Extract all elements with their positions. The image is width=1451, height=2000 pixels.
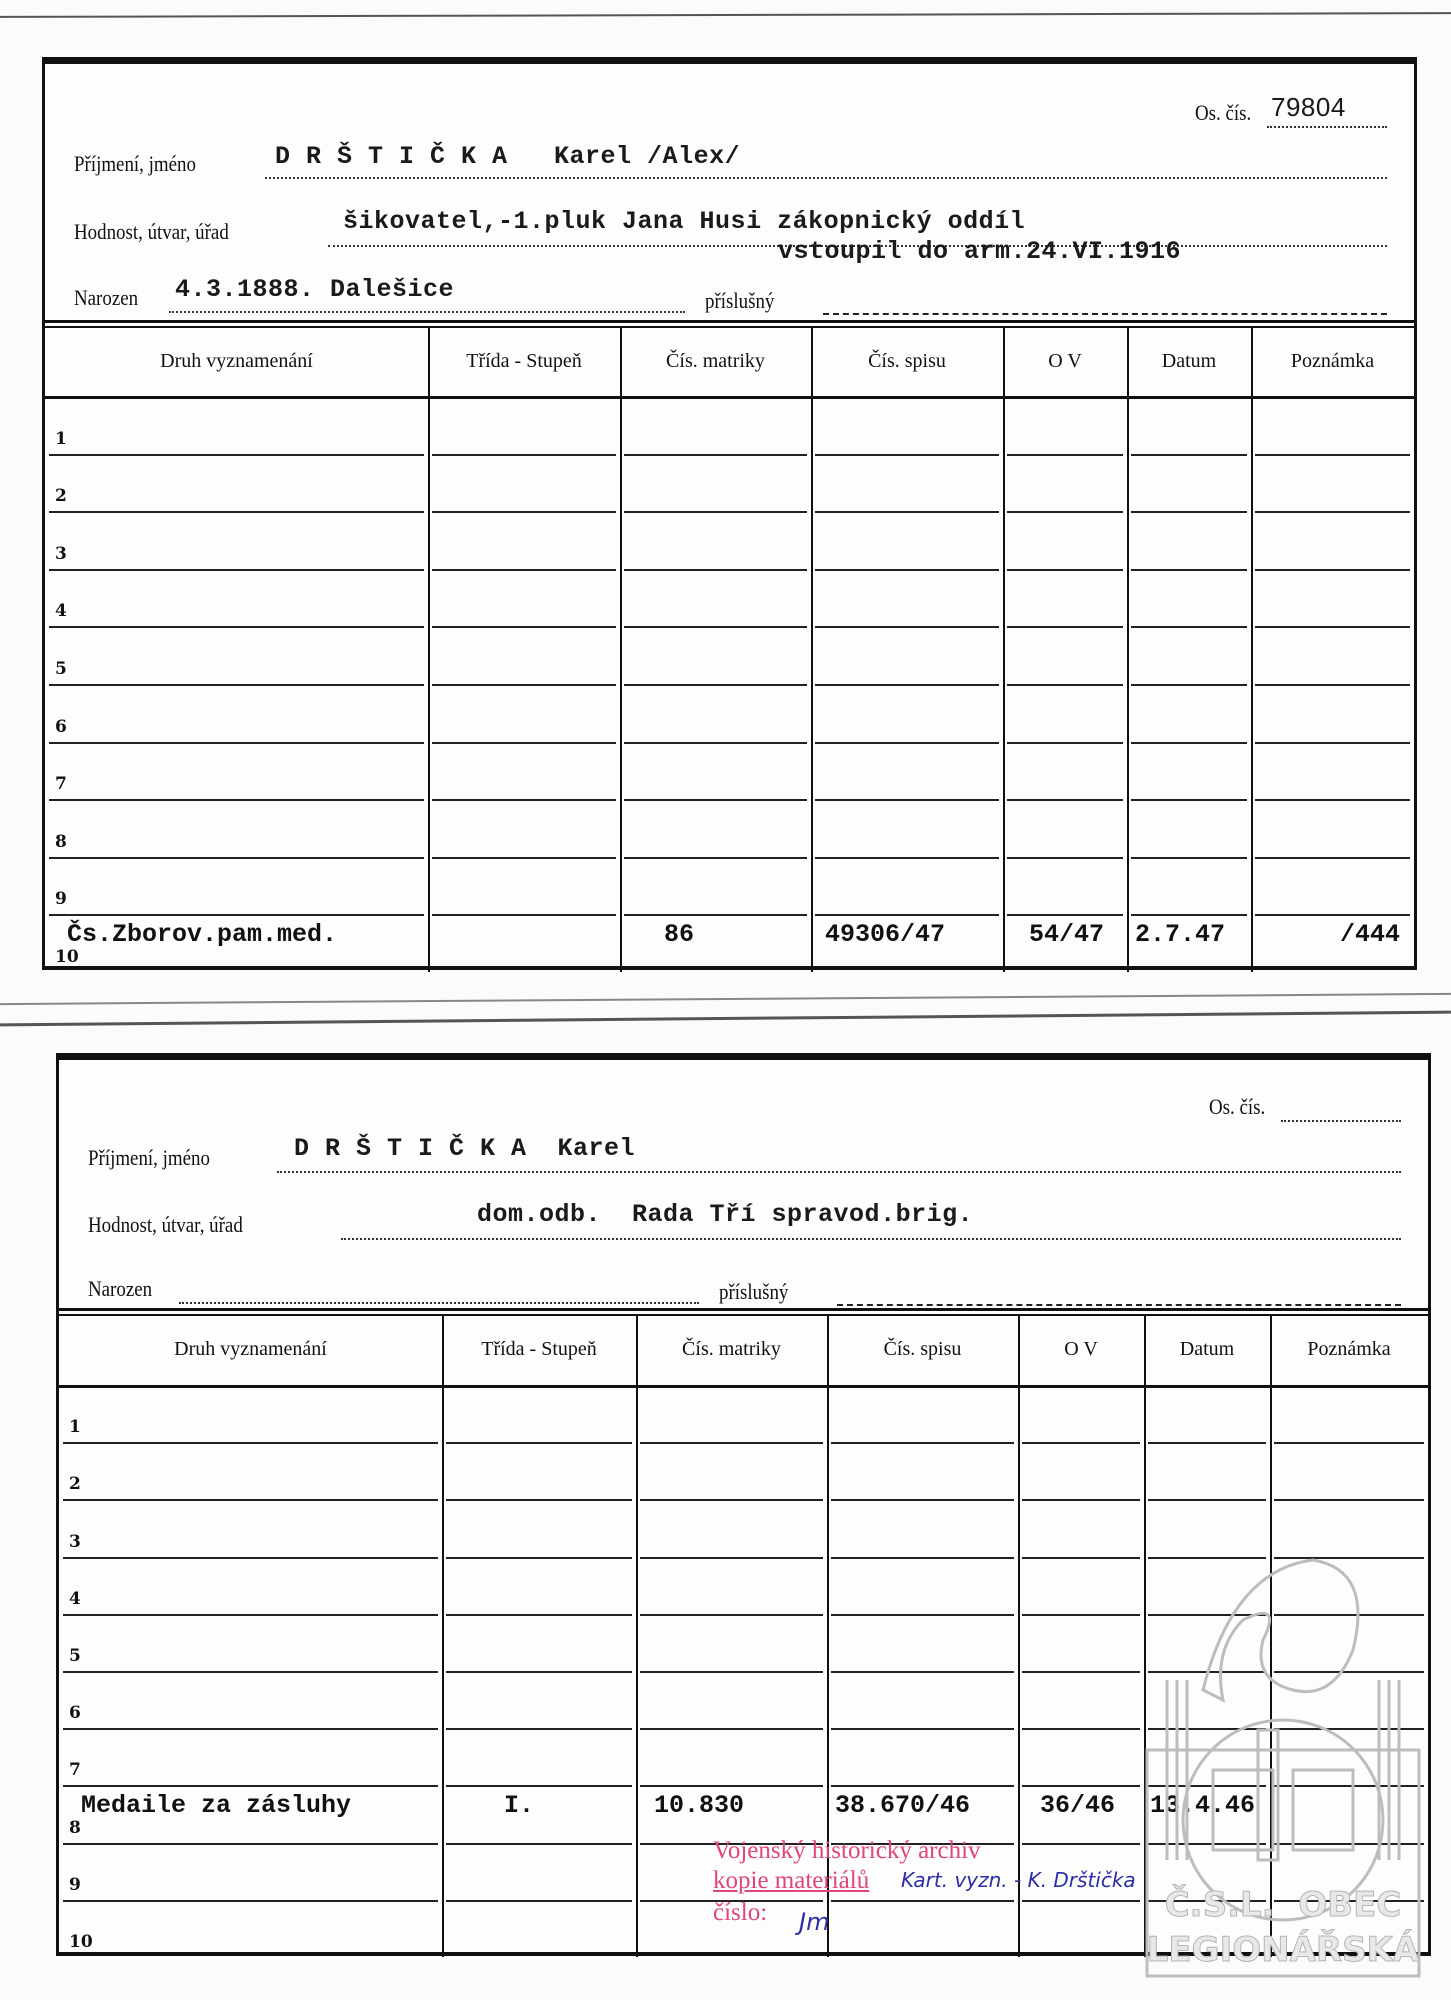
column-divider [1251,328,1253,972]
legion-emblem-watermark [1143,1530,1423,1980]
row-rule [1255,569,1410,571]
born-line [179,1302,699,1304]
row-number: 5 [69,1646,81,1666]
row-rule [624,799,807,801]
row-rule [432,857,616,859]
rank-line [341,1238,1401,1240]
row-rule [1131,914,1247,916]
born-label: Narozen [88,1276,153,1301]
row-rule [446,1728,632,1730]
row-number: 10 [55,947,79,967]
column-divider [442,1316,444,1957]
row-rule [49,684,424,686]
row-rule [63,1728,438,1730]
os-cis-line [1267,126,1387,128]
row-number: 9 [55,889,67,910]
entry-class: I. [504,1791,535,1821]
row-rule [1022,1785,1140,1787]
row-rule [432,742,616,744]
row-rule [1255,684,1410,686]
row-rule [815,569,999,571]
column-header: Čís. spisu [868,350,946,372]
row-rule [446,1900,632,1902]
row-number: 1 [55,428,67,449]
row-rule [1007,569,1123,571]
row-rule [831,1499,1014,1501]
row-rule [63,1442,438,1444]
row-rule [1022,1728,1140,1730]
row-rule [1022,1557,1140,1559]
row-rule [49,569,424,571]
row-rule [1255,742,1410,744]
row-rule [63,1785,438,1787]
column-divider [620,328,622,972]
row-number: 3 [69,1531,81,1552]
row-rule [831,1785,1014,1787]
row-rule [63,1557,438,1559]
column-header: Druh vyznamenání [160,350,313,372]
row-number: 9 [69,1874,81,1895]
row-rule [640,1785,823,1787]
archive-stamp-line2: kopie materiálů [713,1867,870,1894]
entry-spis: 49306/47 [825,920,946,950]
row-rule [815,799,999,801]
paper-edge-top [0,12,1451,18]
table-header-bottom-line [45,396,1414,399]
row-number: 10 [69,1932,93,1952]
name-value: D R Š T I Č K A Karel [294,1134,636,1163]
row-rule [831,1557,1014,1559]
domicile-line [823,313,1387,315]
column-divider [636,1316,638,1957]
row-rule [1131,626,1247,628]
row-rule [1274,1499,1424,1501]
row-rule [815,511,999,513]
row-number: 4 [69,1588,81,1609]
row-rule [49,857,424,859]
row-rule [432,626,616,628]
row-rule [1007,914,1123,916]
row-rule [446,1614,632,1616]
row-rule [63,1671,438,1673]
row-rule [1022,1671,1140,1673]
row-rule [624,454,807,456]
entry-ov: 54/47 [1029,920,1105,950]
entry-spis: 38.670/46 [835,1791,971,1821]
entry-matrika: 86 [664,920,695,950]
rank-value-line1: šikovatel,-1.pluk Jana Husi zákopnický oddíl [343,207,1026,236]
row-number: 5 [55,659,67,679]
rank-label: Hodnost, útvar, úřad [88,1212,243,1237]
row-rule [1007,454,1123,456]
domicile-line [837,1304,1401,1306]
paper-edge-middle-1 [0,993,1451,1005]
row-rule [49,914,424,916]
name-label: Příjmení, jméno [88,1145,210,1170]
row-rule [815,857,999,859]
row-rule [1131,684,1247,686]
column-header: Datum [1179,1338,1235,1360]
row-rule [624,569,807,571]
row-number: 6 [69,1703,81,1724]
row-rule [63,1900,438,1902]
row-rule [1007,742,1123,744]
os-cis-value: 79804 [1271,92,1346,122]
column-divider [811,328,813,972]
column-divider [1003,328,1005,972]
row-rule [640,1442,823,1444]
row-rule [446,1442,632,1444]
row-number: 2 [55,486,67,507]
row-rule [1007,511,1123,513]
row-rule [1022,1900,1140,1902]
row-rule [815,684,999,686]
row-rule [640,1557,823,1559]
row-rule [1007,626,1123,628]
row-number: 8 [69,1817,81,1838]
row-rule [432,684,616,686]
row-rule [624,742,807,744]
entry-datum: 13.4.46 [1150,1791,1256,1821]
os-cis-line [1281,1120,1401,1122]
handwritten-note: Kart. vyzn. - K. Drštička [901,1868,1136,1892]
header-divider [45,320,1414,328]
watermark-line2: LEGIONÁŘSKÁ [1146,1930,1420,1970]
rank-value-line2: vstoupil do arm.24.VI.1916 [778,237,1182,266]
entry-poznamka: /444 [1339,920,1400,950]
row-rule [640,1728,823,1730]
row-rule [815,914,999,916]
column-header: Čís. matriky [666,350,765,372]
rank-label: Hodnost, útvar, úřad [74,219,229,244]
os-cis-label: Os. čís. [1195,100,1252,125]
row-rule [1007,857,1123,859]
entry-matrika: 10.830 [654,1791,745,1821]
row-rule [49,799,424,801]
column-header: Druh vyznamenání [174,1338,327,1360]
row-rule [640,1671,823,1673]
row-rule [831,1614,1014,1616]
row-rule [432,799,616,801]
row-rule [446,1785,632,1787]
name-label: Příjmení, jméno [74,151,196,176]
name-value: D R Š T I Č K A Karel /Alex/ [275,142,741,171]
row-rule [831,1728,1014,1730]
name-line [277,1171,1401,1173]
column-header: O V [1048,350,1082,372]
row-rule [1022,1614,1140,1616]
row-rule [49,454,424,456]
entry-datum: 2.7.47 [1135,920,1226,950]
row-number: 7 [69,1760,81,1781]
row-rule [1255,857,1410,859]
row-rule [49,742,424,744]
column-header: Čís. matriky [682,1338,781,1360]
row-rule [1274,1442,1424,1444]
row-rule [1148,1499,1266,1501]
watermark-line1: Č.S.L. OBEC [1164,1885,1402,1925]
os-cis-label: Os. čís. [1209,1094,1266,1119]
row-rule [1255,454,1410,456]
row-rule [624,684,807,686]
row-number: 2 [69,1474,81,1495]
row-rule [1148,1442,1266,1444]
row-rule [1131,799,1247,801]
row-rule [1131,454,1247,456]
row-number: 1 [69,1417,81,1438]
row-number: 7 [55,774,67,795]
row-rule [49,511,424,513]
row-rule [1131,742,1247,744]
row-rule [831,1900,1014,1902]
header-divider [59,1308,1428,1316]
row-rule [640,1499,823,1501]
domicile-label: příslušný [719,1279,789,1304]
born-label: Narozen [74,285,139,310]
column-header: Poznámka [1290,350,1375,372]
row-rule [1131,511,1247,513]
row-rule [432,454,616,456]
row-rule [815,626,999,628]
row-rule [446,1843,632,1845]
row-rule [432,914,616,916]
row-rule [1022,1843,1140,1845]
row-number: 6 [55,716,67,737]
born-value: 4.3.1888. Dalešice [175,275,455,304]
row-rule [831,1671,1014,1673]
row-rule [831,1442,1014,1444]
row-rule [1007,799,1123,801]
row-rule [1131,569,1247,571]
column-header: Třída - Stupeň [481,1338,597,1360]
row-rule [1022,1442,1140,1444]
row-rule [63,1499,438,1501]
row-rule [1255,511,1410,513]
name-line [265,177,1387,179]
row-rule [1255,626,1410,628]
row-rule [63,1843,438,1845]
row-rule [1255,799,1410,801]
row-rule [1022,1499,1140,1501]
handwritten-initials: Jm [799,1908,830,1936]
column-header: Čís. spisu [883,1338,962,1360]
row-rule [432,569,616,571]
row-rule [1131,857,1247,859]
row-rule [624,511,807,513]
born-line [169,311,685,313]
award-card-1 [42,57,1417,970]
row-number: 3 [55,543,67,564]
row-rule [446,1671,632,1673]
column-header: Datum [1161,350,1217,372]
column-divider [428,328,430,972]
paper-edge-middle-2 [0,1011,1451,1027]
row-rule [1007,684,1123,686]
row-rule [624,914,807,916]
row-rule [63,1614,438,1616]
row-rule [432,511,616,513]
row-number: 8 [55,831,67,852]
row-rule [815,742,999,744]
archive-stamp-line3: číslo: [713,1899,768,1926]
column-header: Třída - Stupeň [466,350,582,372]
column-divider [1127,328,1129,972]
entry-award: Medaile za zásluhy [81,1791,352,1821]
row-number: 4 [55,601,67,622]
row-rule [446,1499,632,1501]
rank-value-line1: dom.odb. Rada Tří spravod.brig. [477,1200,974,1229]
archive-stamp-line1: Vojenský historický archiv [713,1837,981,1864]
entry-ov: 36/46 [1040,1791,1116,1821]
column-header: Poznámka [1307,1338,1391,1360]
row-rule [624,857,807,859]
column-header: O V [1064,1338,1098,1360]
row-rule [640,1614,823,1616]
row-rule [624,626,807,628]
entry-award: Čs.Zborov.pam.med. [67,920,338,950]
column-divider [1018,1316,1020,1957]
table-header-bottom-line [59,1385,1428,1388]
row-rule [49,626,424,628]
domicile-label: příslušný [705,288,775,313]
row-rule [446,1557,632,1559]
row-rule [815,454,999,456]
row-rule [1255,914,1410,916]
